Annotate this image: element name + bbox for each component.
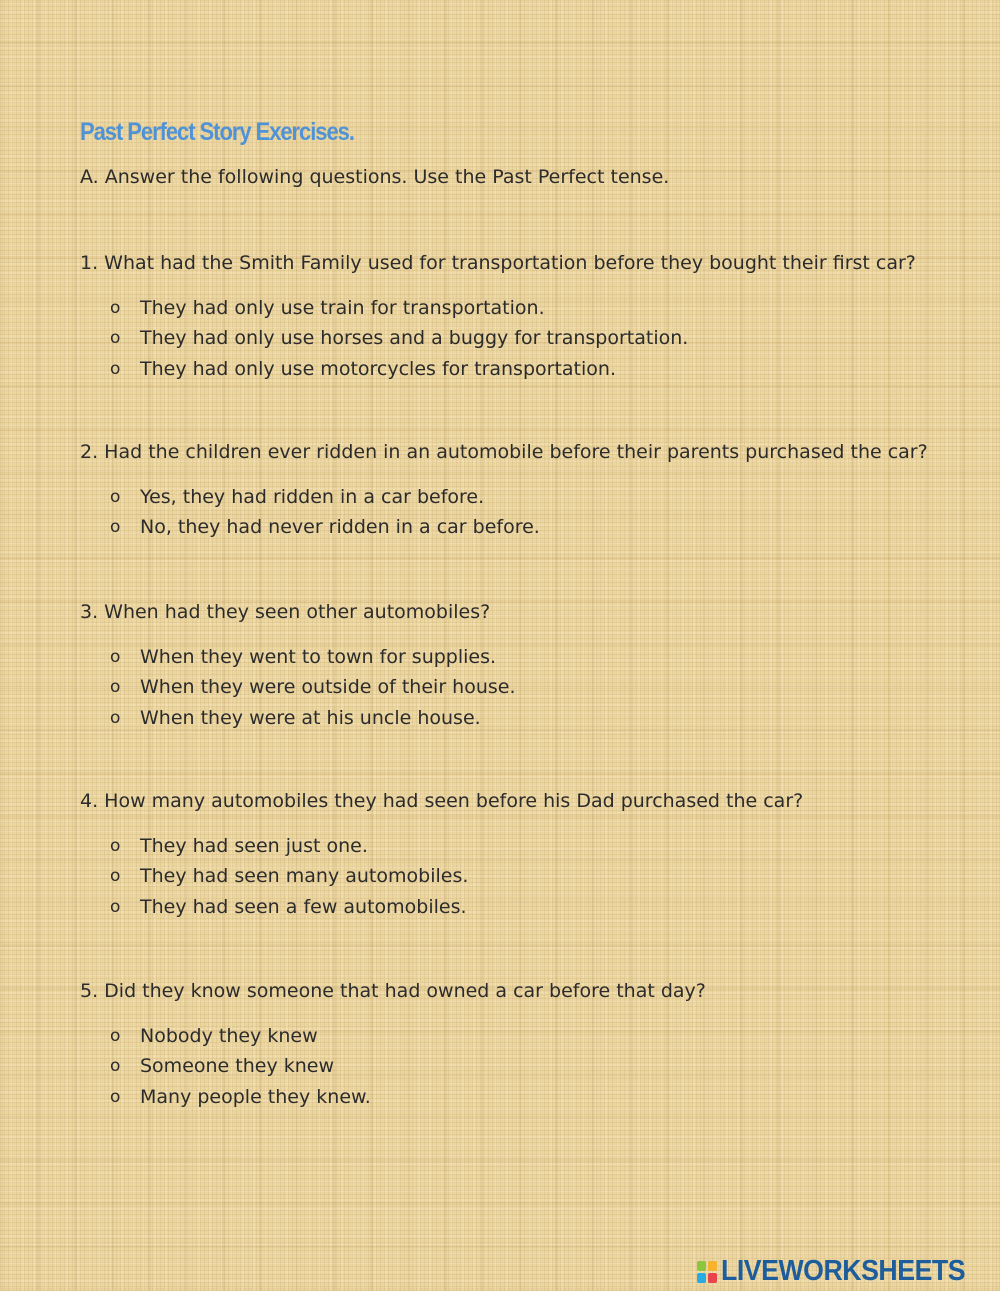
option-label: When they were at his uncle house. [140, 706, 481, 729]
option-label: They had seen just one. [140, 835, 368, 858]
option-item[interactable] [110, 482, 540, 512]
question-4: 4. How many automobiles they had seen before his Dad purchased the car? [80, 790, 804, 812]
option-item[interactable] [110, 1082, 371, 1112]
logo-text: LIVEWORKSHEETS [721, 1255, 966, 1287]
question-2-options [110, 482, 540, 543]
question-4-options [110, 831, 468, 922]
radio-bullet-icon[interactable]: o [110, 836, 121, 857]
option-item[interactable] [110, 892, 468, 922]
option-label: No, they had never ridden in a car before. [140, 516, 540, 539]
option-item[interactable] [110, 323, 688, 353]
question-2: 2. Had the children ever ridden in an automobile before their parents purchased the car? [80, 441, 928, 463]
option-item[interactable] [110, 831, 468, 861]
option-item[interactable] [110, 861, 468, 891]
radio-bullet-icon[interactable]: o [110, 1056, 121, 1077]
question-5-options [110, 1021, 371, 1112]
option-item[interactable] [110, 354, 688, 384]
option-item[interactable] [110, 672, 516, 702]
radio-bullet-icon[interactable]: o [110, 1086, 121, 1107]
option-label: Someone they knew [140, 1055, 335, 1078]
option-item[interactable] [110, 512, 540, 542]
radio-bullet-icon[interactable]: o [110, 328, 121, 349]
option-item[interactable] [110, 293, 688, 323]
question-5: 5. Did they know someone that had owned a car before that day? [80, 980, 706, 1002]
question-3: 3. When had they seen other automobiles? [80, 601, 491, 623]
radio-bullet-icon[interactable]: o [110, 487, 121, 508]
question-1: 1. What had the Smith Family used for transportation before they bought their first car? [80, 252, 916, 274]
radio-bullet-icon[interactable]: o [110, 707, 121, 728]
radio-bullet-icon[interactable]: o [110, 517, 121, 538]
option-label: They had seen a few automobiles. [140, 895, 467, 918]
option-label: Nobody they knew [140, 1025, 318, 1048]
radio-bullet-icon[interactable]: o [110, 1026, 121, 1047]
worksheet-title: Past Perfect Story Exercises. [80, 118, 354, 146]
radio-bullet-icon[interactable]: o [110, 358, 121, 379]
option-item[interactable] [110, 642, 516, 672]
option-label: They had seen many automobiles. [140, 865, 469, 888]
question-1-options [110, 293, 688, 384]
radio-bullet-icon[interactable]: o [110, 677, 121, 698]
instructions: A. Answer the following questions. Use the Past Perfect tense. [80, 166, 670, 188]
option-item[interactable] [110, 703, 516, 733]
radio-bullet-icon[interactable]: o [110, 647, 121, 668]
option-label: Many people they knew. [140, 1085, 371, 1108]
live-logo-icon [697, 1261, 717, 1283]
question-3-options [110, 642, 516, 733]
option-item[interactable] [110, 1021, 371, 1051]
option-label: They had only use motorcycles for transportation. [140, 357, 616, 380]
option-label: They had only use horses and a buggy for transportation. [140, 327, 689, 350]
option-label: They had only use train for transportation. [140, 297, 545, 320]
option-label: When they went to town for supplies. [140, 646, 497, 669]
option-label: Yes, they had ridden in a car before. [140, 486, 485, 509]
radio-bullet-icon[interactable]: o [110, 866, 121, 887]
radio-bullet-icon[interactable]: o [110, 298, 121, 319]
liveworksheets-logo[interactable] [697, 1255, 986, 1288]
option-label: When they were outside of their house. [140, 676, 516, 699]
radio-bullet-icon[interactable]: o [110, 896, 121, 917]
option-item[interactable] [110, 1051, 371, 1081]
